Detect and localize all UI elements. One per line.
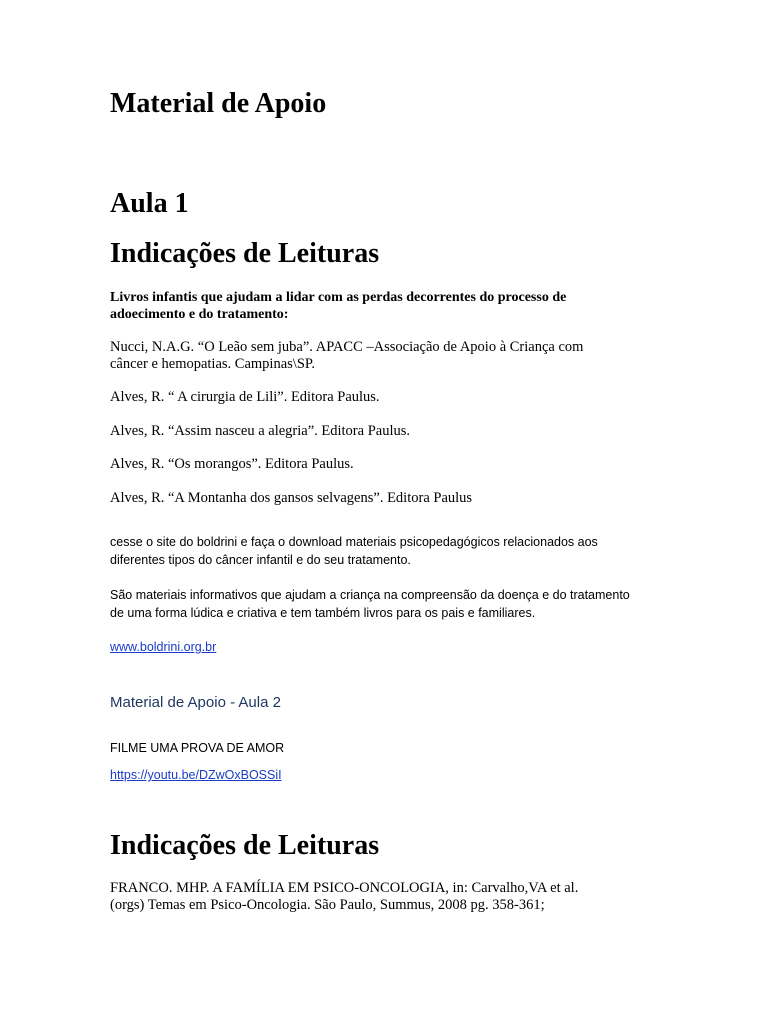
boldrini-link[interactable]: www.boldrini.org.br <box>110 640 217 654</box>
reference-item <box>110 339 650 373</box>
paragraph-line: cesse o site do boldrini e faça o download materiais psicopedagógicos relacionados aos <box>110 535 598 549</box>
reference-item: Alves, R. “Os morangos”. Editora Paulus. <box>110 456 354 472</box>
reference-item: Alves, R. “A Montanha dos gansos selvagens”. Editora Paulus <box>110 490 473 506</box>
franco-reference <box>110 880 650 914</box>
reference-line: Nucci, N.A.G. “O Leão sem juba”. APACC –Associação de Apoio à Criança com <box>110 339 584 355</box>
reference-line: (orgs) Temas em Psico-Oncologia. São Paulo, Summus, 2008 pg. 358-361; <box>110 897 545 913</box>
aula-1-heading: Aula 1 <box>110 188 189 219</box>
intro-line: Livros infantis que ajudam a lidar com as perdas decorrentes do processo de <box>110 290 567 305</box>
paragraph-line: São materiais informativos que ajudam a criança na compreensão da doença e do tratamento <box>110 588 630 602</box>
materials-description <box>110 586 670 622</box>
boldrini-instructions <box>110 533 670 569</box>
readings-heading-2: Indicações de Leituras <box>110 830 380 861</box>
film-label: FILME UMA PROVA DE AMOR <box>110 741 285 755</box>
reference-item: Alves, R. “Assim nasceu a alegria”. Editora Paulus. <box>110 423 410 439</box>
reference-line: FRANCO. MHP. A FAMÍLIA EM PSICO-ONCOLOGIA, in: Carvalho,VA et al. <box>110 880 579 896</box>
reference-line: câncer e hemopatias. Campinas\SP. <box>110 356 315 372</box>
page-title: Material de Apoio <box>110 88 327 119</box>
paragraph-line: diferentes tipos do câncer infantil e do seu tratamento. <box>110 553 411 567</box>
readings-heading: Indicações de Leituras <box>110 238 380 269</box>
film-link[interactable]: https://youtu.be/DZwOxBOSSiI <box>110 768 282 782</box>
reference-item: Alves, R. “ A cirurgia de Lili”. Editora Paulus. <box>110 389 380 405</box>
intro-line: adoecimento e do tratamento: <box>110 307 289 322</box>
paragraph-line: de uma forma lúdica e criativa e tem também livros para os pais e familiares. <box>110 606 536 620</box>
children-books-intro <box>110 289 650 323</box>
aula-2-heading: Material de Apoio - Aula 2 <box>110 694 281 711</box>
